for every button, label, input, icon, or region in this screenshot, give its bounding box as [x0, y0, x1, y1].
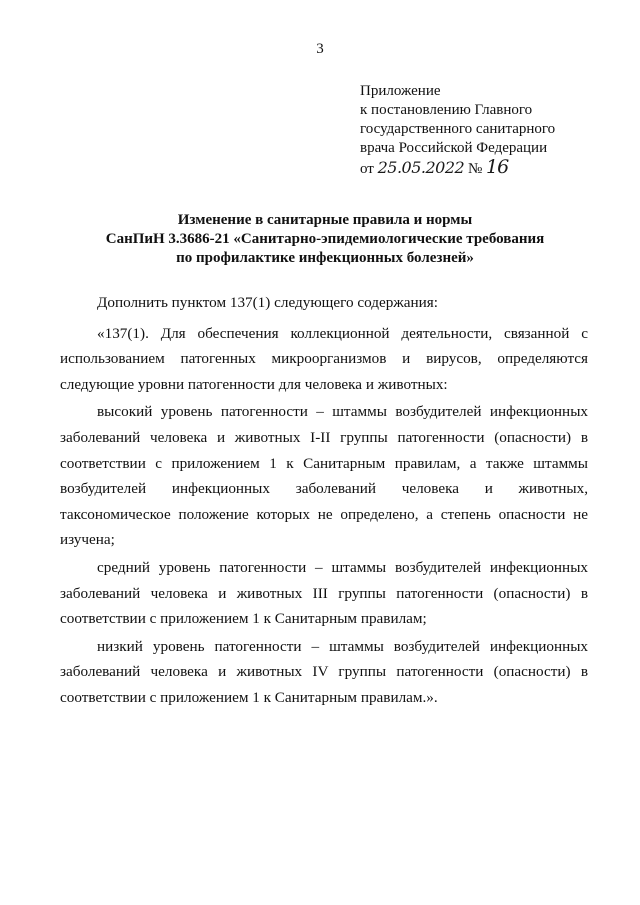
date-prefix: от: [360, 161, 374, 177]
body-paragraph: высокий уровень патогенности – штаммы возбудителей инфекционных заболеваний человека и животных I-II группы патогенности (опасности) в соответствии с приложением 1 к Санитарным правилам, а также штаммы возбудителей инфекционных заболеваний человека и животных, таксономическое положение которых не определено, а степень опасности не изучена;: [60, 403, 588, 549]
appendix-line: Приложение: [360, 83, 441, 99]
body-paragraph: «137(1). Для обеспечения коллекционной деятельности, связанной с использованием патогенных микроорганизмов и вирусов, определяются следующие уровни патогенности для человека и животных:: [60, 324, 588, 393]
page-number: 3: [316, 41, 324, 57]
document-title: [60, 211, 590, 268]
handwritten-number: 16: [486, 156, 509, 178]
title-line: Изменение в санитарные правила и нормы: [177, 212, 473, 228]
title-line: СанПиН 3.3686-21 «Санитарно-эпидемиологические требования: [105, 231, 545, 247]
body-paragraph: средний уровень патогенности – штаммы возбудителей инфекционных заболеваний человека и животных III группы патогенности (опасности) в соответствии с приложением 1 к Санитарным правилам;: [60, 558, 588, 628]
document-body: [60, 290, 588, 711]
title-line: по профилактике инфекционных болезней»: [176, 250, 474, 266]
appendix-line: к постановлению Главного: [360, 102, 533, 118]
body-paragraph: низкий уровень патогенности – штаммы возбудителей инфекционных заболеваний человека и животных IV группы патогенности (опасности) в соответствии с приложением 1 к Санитарным правилам.».: [60, 637, 588, 706]
lead-paragraph: Дополнить пунктом 137(1) следующего содержания:: [97, 294, 438, 311]
appendix-line: врача Российской Федерации: [360, 140, 548, 156]
appendix-block: [360, 82, 555, 179]
handwritten-date: 25.05.2022: [377, 158, 465, 177]
appendix-line: государственного санитарного: [360, 121, 556, 137]
appendix-date-line: [360, 158, 555, 179]
number-label: №: [467, 161, 483, 177]
